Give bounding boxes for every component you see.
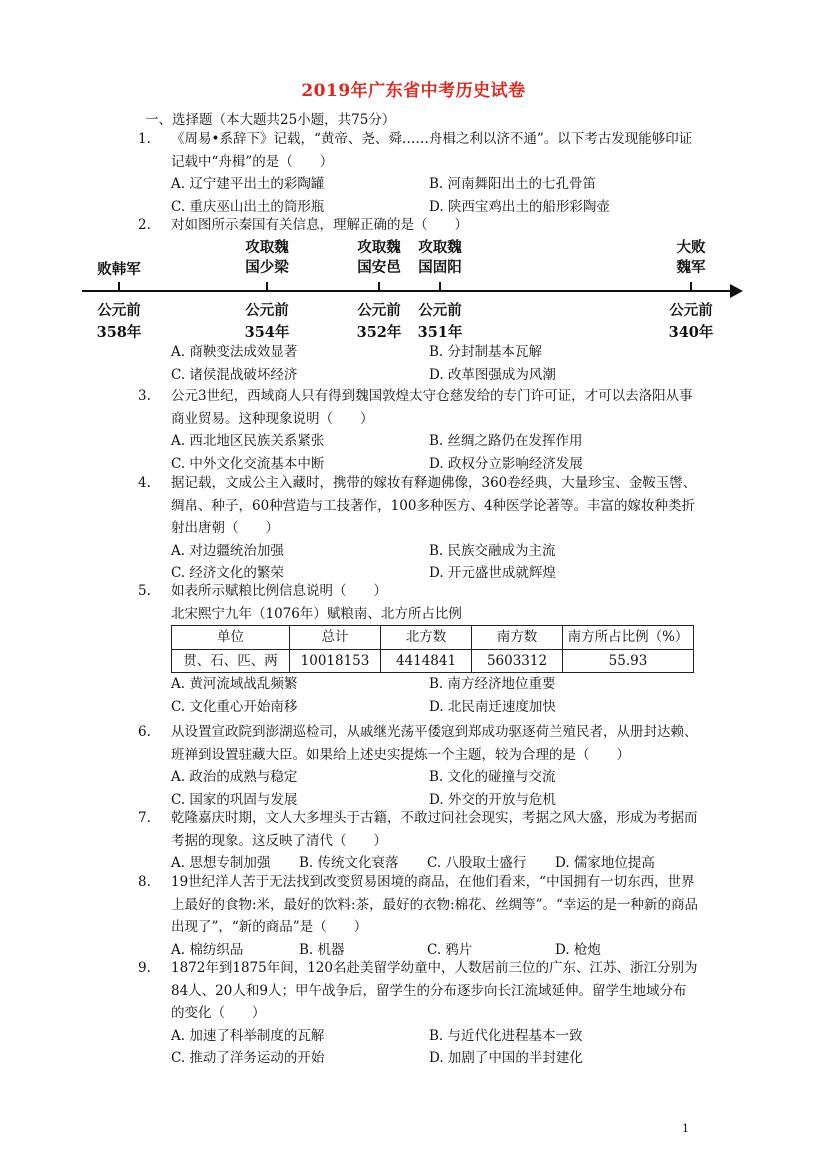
option-b[interactable]: B. 传统文化衰落: [299, 855, 399, 871]
option-d[interactable]: D. 改革图强成为风潮: [429, 366, 556, 383]
table-caption: 北宋熙宁九年（1076年）赋粮南、北方所占比例: [171, 605, 462, 622]
question-text: 对如图所示秦国有关信息，理解正确的是（ ）: [171, 217, 468, 233]
exam-title: 2019年广东省中考历史试卷: [301, 81, 526, 101]
question-6: [138, 721, 698, 811]
option-d[interactable]: D. 北民南迁速度加快: [429, 698, 556, 715]
question-8: [138, 871, 698, 961]
question-number: 6.: [138, 724, 151, 740]
option-a[interactable]: A. 商鞅变法成效显著: [171, 344, 298, 360]
option-b[interactable]: B. 分封制基本瓦解: [429, 344, 543, 360]
options: [171, 1025, 698, 1070]
question-9: [138, 957, 698, 1070]
tax-ratio-table: [171, 625, 694, 673]
option-d[interactable]: D. 陕西宝鸡出土的船形彩陶壶: [429, 198, 610, 215]
table-header-row: [172, 626, 694, 650]
question-text: 19世纪洋人苦于无法找到改变贸易困境的商品，在他们看来，“中国拥有一切东西，世界上最好的食物:米，最好的饮料:茶，最好的衣物:棉花、丝绸等”。“幸运的是一种新的商品出现了”，“新的商品”是（ ）: [171, 874, 698, 935]
option-a[interactable]: A. 西北地区民族关系紧张: [171, 433, 325, 449]
options: [171, 173, 698, 218]
timeline-date: 公元前 351年: [417, 302, 463, 341]
option-a[interactable]: A. 加速了科举制度的瓦解: [171, 1027, 325, 1044]
option-a[interactable]: A. 思想专制加强: [171, 855, 271, 871]
question-number: 1.: [138, 131, 151, 147]
options: [171, 540, 698, 585]
question-number: 7.: [138, 810, 151, 826]
table-header: 北方数: [381, 626, 472, 650]
options: [171, 673, 698, 718]
option-a[interactable]: A. 对边疆统治加强: [171, 542, 284, 559]
timeline-tick: [118, 282, 120, 290]
question-number: 9.: [138, 960, 151, 976]
table-cell: 10018153: [290, 649, 381, 673]
question-number: 3.: [138, 388, 151, 404]
table-header: 总计: [290, 626, 381, 650]
qin-timeline: [82, 238, 752, 348]
table-cell: 4414841: [381, 649, 472, 673]
timeline-event: 攻取魏 国少梁: [245, 239, 289, 276]
table-cell: 5603312: [472, 649, 563, 673]
table-header: 南方所占比例（%）: [563, 626, 694, 650]
option-c[interactable]: C. 推动了洋务运动的开始: [171, 1050, 325, 1066]
timeline-tick: [690, 282, 692, 290]
section-heading: 一、选择题（本大题共25小题，共75分）: [145, 112, 396, 128]
option-c[interactable]: C. 中外文化交流基本中断: [171, 455, 325, 472]
timeline-event: 攻取魏 国安邑: [357, 239, 401, 276]
option-c[interactable]: C. 重庆巫山出土的筒形瓶: [171, 198, 325, 215]
option-c[interactable]: C. 文化重心开始南移: [171, 698, 298, 715]
table-header: 单位: [172, 626, 290, 650]
option-a[interactable]: A. 政治的成熟与稳定: [171, 769, 298, 785]
option-b[interactable]: B. 南方经济地位重要: [429, 676, 556, 692]
option-c[interactable]: C. 国家的巩固与发展: [171, 791, 298, 808]
question-text: 公元3世纪，西域商人只有得到魏国敦煌太守仓慈发给的专门许可证，才可以去洛阳从事商业贸易。这种现象说明（ ）: [171, 388, 693, 427]
table-header: 南方数: [472, 626, 563, 650]
question-3: [138, 385, 698, 475]
table-cell: 55.93: [563, 649, 694, 673]
timeline-date: 公元前 358年: [96, 302, 142, 341]
option-c[interactable]: C. 经济文化的繁荣: [171, 565, 284, 581]
option-b[interactable]: B. 与近代化进程基本一致: [429, 1027, 583, 1044]
option-a[interactable]: A. 棉纺织品: [171, 941, 244, 958]
option-b[interactable]: B. 丝绸之路仍在发挥作用: [429, 433, 583, 449]
option-d[interactable]: D. 加剧了中国的半封建化: [429, 1050, 583, 1066]
question-number: 2.: [138, 217, 151, 233]
option-a[interactable]: A. 辽宁建平出土的彩陶罐: [171, 176, 325, 192]
options: [171, 430, 698, 475]
timeline-tick: [378, 282, 380, 290]
option-a[interactable]: A. 黄河流域战乱频繁: [171, 676, 298, 692]
option-b[interactable]: B. 民族交融成为主流: [429, 542, 556, 559]
question-text: 1872年到1875年间，120名赴美留学幼童中，人数居前三位的广东、江苏、浙江分别为84人、20人和9人；甲午战争后，留学生的分布逐步向长江流域延伸。留学生地域分布的变化（ ）: [171, 960, 698, 1021]
question-2: [138, 214, 698, 237]
timeline-axis: [82, 290, 734, 292]
option-d[interactable]: D. 枪炮: [555, 941, 601, 958]
question-text: 《周易•系辞下》记载，“黄帝、尧、舜……舟楫之利以济不通”。以下考古发现能够印证记载中“舟楫”的是（ ）: [171, 131, 693, 170]
question-7: [138, 807, 698, 875]
question-text: 乾隆嘉庆时期，文人大多埋头于古籍，不敢过问社会现实，考据之风大盛，形成为考据而考据的现象。这反映了清代（ ）: [171, 810, 698, 849]
timeline-tick: [266, 282, 268, 290]
timeline-event: 败韩军: [97, 261, 141, 278]
question-text: 据记载，文成公主入藏时，携带的嫁妆有释迦佛像，360卷经典，大量珍宝、金鞍玉辔、绸帛、种子，60种营造与工技著作，100多种医方、4种医学论著等。丰富的嫁妆种类折射出唐朝（ ）: [171, 475, 697, 536]
option-c[interactable]: C. 诸侯混战破坏经济: [171, 366, 298, 383]
options: [171, 341, 698, 386]
question-1: [138, 128, 698, 218]
table-row: [172, 649, 694, 673]
question-number: 4.: [138, 475, 151, 491]
question-number: 8.: [138, 874, 151, 890]
timeline-event: 攻取魏 国固阳: [418, 239, 462, 276]
table-cell: 贯、石、匹、两: [172, 649, 290, 673]
timeline-event: 大败 魏军: [676, 239, 706, 276]
page-number: 1: [682, 1122, 689, 1135]
question-4: [138, 472, 698, 585]
option-c[interactable]: C. 八股取士盛行: [427, 855, 527, 871]
option-b[interactable]: B. 河南舞阳出土的七孔骨笛: [429, 176, 597, 192]
timeline-date: 公元前 340年: [668, 302, 714, 341]
option-c[interactable]: C. 鸦片: [427, 941, 473, 958]
question-2-options: [138, 341, 698, 386]
timeline-date: 公元前 354年: [244, 302, 290, 341]
option-d[interactable]: D. 政权分立影响经济发展: [429, 455, 583, 472]
arrow-icon: [730, 284, 743, 298]
timeline-tick: [439, 282, 441, 290]
option-d[interactable]: D. 外交的开放与危机: [429, 791, 556, 808]
question-number: 5.: [138, 583, 151, 599]
question-text: 如表所示赋粮比例信息说明（ ）: [171, 583, 387, 599]
question-5: [138, 580, 698, 718]
option-b[interactable]: B. 文化的碰撞与交流: [429, 769, 556, 785]
timeline-date: 公元前 352年: [356, 302, 402, 341]
option-b[interactable]: B. 机器: [299, 941, 345, 958]
option-d[interactable]: D. 开元盛世成就辉煌: [429, 565, 556, 581]
option-d[interactable]: D. 儒家地位提高: [555, 855, 655, 871]
question-text: 从设置宣政院到澎湖巡检司，从戚继光荡平倭寇到郑成功驱逐荷兰殖民者，从册封达赖、班禅到设置驻藏大臣。如果给上述史实提炼一个主题，较为合理的是（ ）: [171, 724, 698, 763]
options: [171, 766, 698, 811]
